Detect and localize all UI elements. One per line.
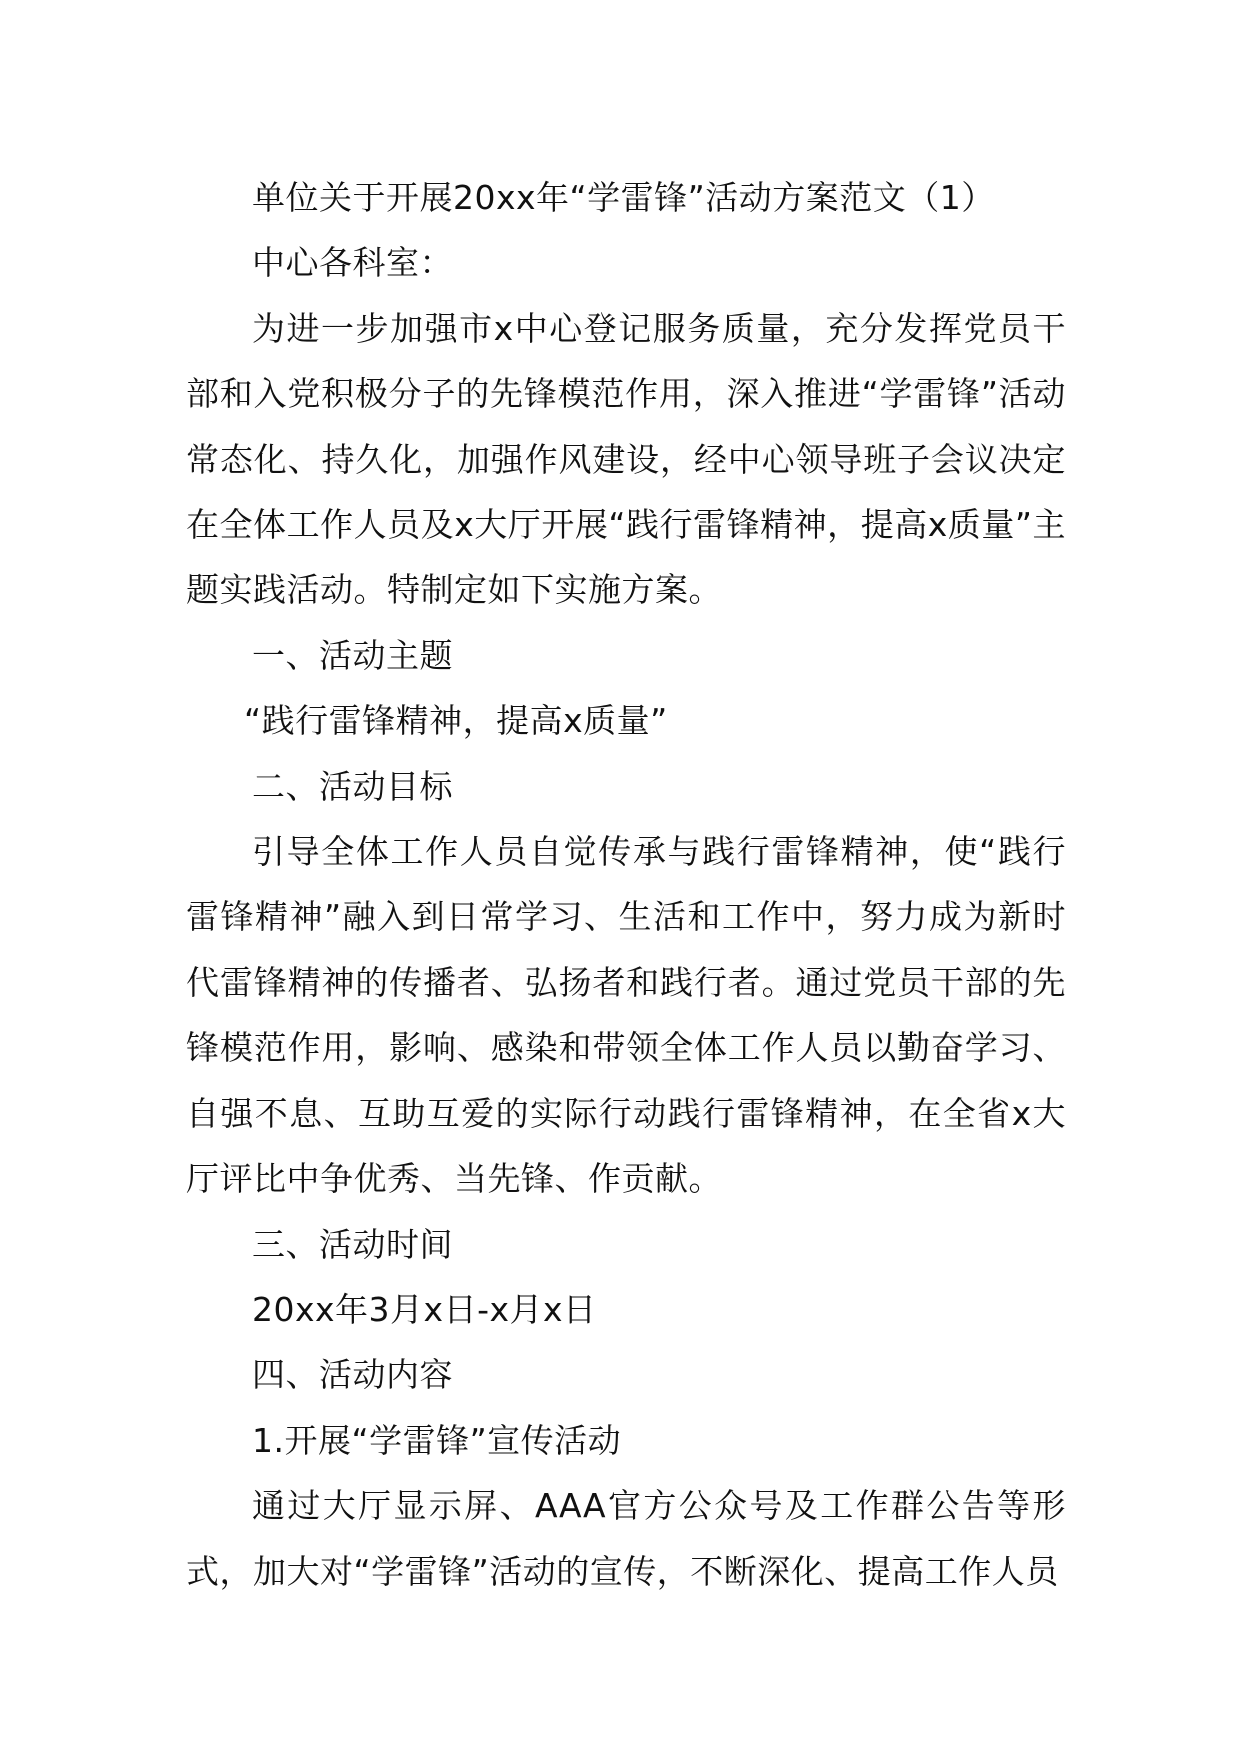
section-body-goal: 引导全体工作人员自觉传承与践行雷锋精神，使“践行雷锋精神”融入到日常学习、生活和工作中，努力成为新时代雷锋精神的传播者、弘扬者和践行者。通过党员干部的先锋模范作用，影响、感染和带领全体工作人员以勤奋学习、自强不息、互助互爱的实际行动践行雷锋精神，在全省x大厅评比中争优秀、当先锋、作贡献。 xyxy=(186,832,1066,1199)
item-body-publicity: 通过大厅显示屏、AAA官方公众号及工作群公告等形式，加大对“学雷锋”活动的宣传，不断深化、提高工作人员 xyxy=(186,1486,1066,1591)
section-heading-goal: 二、活动目标 xyxy=(252,766,453,806)
section-body-theme: “践行雷锋精神，提高x质量” xyxy=(244,701,668,741)
salutation: 中心各科室： xyxy=(252,243,453,283)
section-heading-theme: 一、活动主题 xyxy=(252,635,453,675)
section-heading-content: 四、活动内容 xyxy=(252,1355,453,1395)
item-heading-publicity: 1.开展“学雷锋”宣传活动 xyxy=(252,1420,622,1460)
document-body xyxy=(186,165,1066,1604)
section-heading-time: 三、活动时间 xyxy=(252,1224,453,1264)
intro-paragraph: 为进一步加强市x中心登记服务质量，充分发挥党员干部和入党积极分子的先锋模范作用，深入推进“学雷锋”活动常态化、持久化，加强作风建设，经中心领导班子会议决定在全体工作人员及x大厅开展“践行雷锋精神，提高x质量”主题实践活动。特制定如下实施方案。 xyxy=(186,308,1066,610)
document-title: 单位关于开展20xx年“学雷锋”活动方案范文（1） xyxy=(252,178,995,217)
section-body-time: 20xx年3月x日-x月x日 xyxy=(252,1289,597,1329)
